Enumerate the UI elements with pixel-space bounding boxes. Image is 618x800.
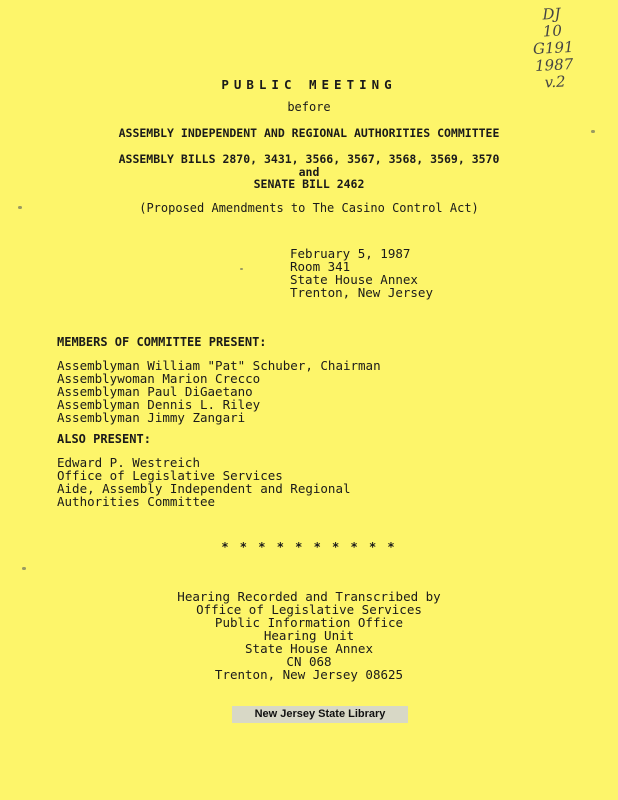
document-title: PUBLIC MEETING bbox=[221, 77, 397, 92]
paper-speck bbox=[240, 268, 243, 270]
meeting-info bbox=[290, 247, 433, 299]
also-present-item: Aide, Assembly Independent and Regional bbox=[57, 481, 351, 496]
meeting-city: Trenton, New Jersey bbox=[290, 285, 433, 300]
member-item: Assemblyman Paul DiGaetano bbox=[57, 384, 253, 399]
also-present-item: Edward P. Westreich bbox=[57, 455, 200, 470]
hearing-line: Public Information Office bbox=[214, 615, 404, 630]
members-heading: MEMBERS OF COMMITTEE PRESENT: bbox=[57, 335, 267, 349]
hearing-line: Office of Legislative Services bbox=[196, 602, 422, 617]
proposed-amendments: (Proposed Amendments to The Casino Control Act) bbox=[139, 201, 479, 215]
senate-bill: SENATE BILL 2462 bbox=[253, 177, 365, 191]
hearing-info bbox=[0, 590, 618, 681]
meeting-building: State House Annex bbox=[290, 272, 418, 287]
handwritten-line: v.2 bbox=[544, 72, 567, 92]
member-item: Assemblyman Jimmy Zangari bbox=[57, 410, 246, 425]
paper-speck bbox=[18, 206, 22, 209]
handwritten-line: DJ bbox=[542, 4, 562, 24]
committee-name: ASSEMBLY INDEPENDENT AND REGIONAL AUTHORITIES COMMITTEE bbox=[118, 126, 500, 140]
handwritten-line: G191 bbox=[532, 37, 575, 59]
bills-and: and bbox=[298, 165, 320, 179]
handwritten-line: 10 bbox=[542, 21, 563, 41]
before-label: before bbox=[287, 100, 331, 114]
paper-speck bbox=[22, 567, 26, 570]
members-list bbox=[57, 359, 381, 424]
member-item: Assemblyman William "Pat" Schuber, Chairman bbox=[57, 358, 381, 373]
hearing-line: Hearing Unit bbox=[263, 628, 355, 643]
meeting-date: February 5, 1987 bbox=[290, 246, 411, 261]
also-present-item: Authorities Committee bbox=[57, 494, 216, 509]
hearing-line: Trenton, New Jersey 08625 bbox=[214, 667, 404, 682]
hearing-line: Hearing Recorded and Transcribed by bbox=[177, 589, 441, 604]
handwritten-line: 1987 bbox=[535, 54, 575, 75]
member-item: Assemblywoman Marion Crecco bbox=[57, 371, 261, 386]
separator-stars: * * * * * * * * * * bbox=[221, 540, 397, 554]
member-item: Assemblyman Dennis L. Riley bbox=[57, 397, 261, 412]
paper-speck bbox=[591, 130, 595, 133]
assembly-bills: ASSEMBLY BILLS 2870, 3431, 3566, 3567, 3568, 3569, 3570 bbox=[118, 152, 500, 166]
also-present-list bbox=[57, 456, 351, 508]
hearing-line: State House Annex bbox=[245, 641, 373, 656]
also-present-item: Office of Legislative Services bbox=[57, 468, 283, 483]
also-present-heading: ALSO PRESENT: bbox=[57, 432, 151, 446]
meeting-room: Room 341 bbox=[290, 259, 351, 274]
library-stamp: New Jersey State Library bbox=[232, 706, 408, 723]
hearing-line: CN 068 bbox=[286, 654, 332, 669]
